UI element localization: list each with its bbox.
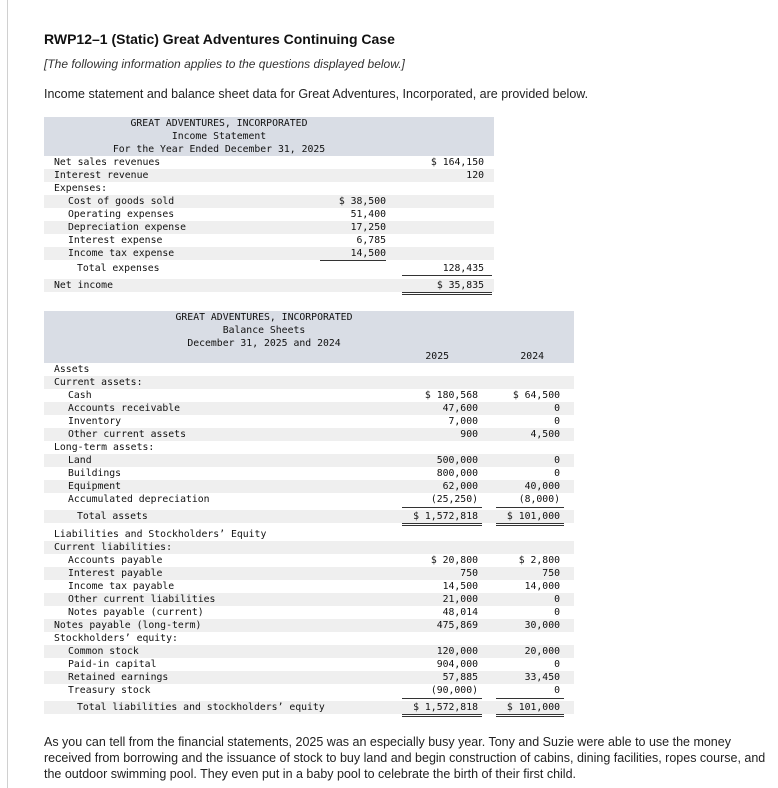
bs-liability-row: Other current liabilities 21,000 0: [44, 593, 574, 606]
is-expense-row: Operating expenses 51,400: [68, 209, 386, 220]
bs-notes-long-term-row: Notes payable (long-term) 475,869 30,000: [44, 619, 574, 632]
bs-asset-row: Accumulated depreciation (25,250) (8,000): [68, 494, 560, 505]
income-statement-header: [44, 117, 494, 156]
bs-long-term-heading: Long-term assets:: [54, 442, 155, 453]
bs-equity-row: Paid-in capital 904,000 0: [68, 659, 560, 670]
is-expense-row: Cost of goods sold $ 38,500: [44, 195, 494, 208]
bs-equity-row: Treasury stock (90,000) 0: [68, 685, 560, 696]
closing-paragraph: As you can tell from the financial statements, 2025 was an especially busy year. Tony and Suzie were able to use the money received from borrowing and the issuance of stock to buy land and begin construction of cabins, dining facilities, ropes course, and the outdoor swimming pool. They even put in a baby pool to celebrate the birth of their first child.: [44, 735, 766, 781]
bs-equity-heading: Stockholders’ equity:: [54, 633, 178, 644]
bs-le-underline-2025: [402, 698, 482, 699]
bs-liability-row: Notes payable (current) 48,014 0: [68, 607, 560, 618]
is-subtotal-underline: [320, 260, 386, 261]
is-net-income-row: Net income $ 35,835: [44, 279, 494, 292]
bs-assets-double-underline-2024: [496, 523, 564, 526]
intro-text: Income statement and balance sheet data for Great Adventures, Incorporated, are provided below.: [44, 87, 589, 101]
bs-asset-row: Equipment 62,000 40,000: [44, 480, 574, 493]
bs-current-liab-heading: Current liabilities:: [44, 541, 574, 554]
instructions-note: [The following information applies to the questions displayed below.]: [44, 57, 405, 71]
is-total-expenses-row: Total expenses 128,435: [77, 263, 484, 274]
bs-col-2024: 2024: [520, 351, 544, 362]
bs-liability-row: Income tax payable 14,500 14,000: [68, 581, 560, 592]
is-expenses-heading: Expenses:: [54, 183, 108, 194]
bs-equity-row: Retained earnings 57,885 33,450: [44, 671, 574, 684]
bs-period: December 31, 2025 and 2024: [187, 338, 341, 349]
is-net-sales-row: Net sales revenues $ 164,150: [54, 157, 484, 168]
bs-asset-row: Accounts receivable 47,600 0: [44, 402, 574, 415]
is-company-name: GREAT ADVENTURES, INCORPORATED: [130, 118, 308, 129]
is-expense-row: Depreciation expense 17,250: [44, 221, 494, 234]
bs-liability-row: Interest payable 750 750: [44, 567, 574, 580]
bs-le-double-underline-2024: [496, 714, 564, 717]
bs-statement-name: Balance Sheets: [222, 325, 306, 336]
page-title: RWP12–1 (Static) Great Adventures Continuing Case: [44, 31, 395, 47]
bs-total-assets-row: Total assets $ 1,572,818 $ 101,000: [44, 510, 574, 523]
bs-assets-underline-2024: [496, 507, 564, 508]
bs-asset-row: Buildings 800,000 0: [68, 468, 560, 479]
bs-assets-heading: Assets: [54, 364, 90, 375]
bs-asset-row: Land 500,000 0: [44, 454, 574, 467]
bs-le-double-underline-2025: [402, 714, 482, 717]
bs-company-name: GREAT ADVENTURES, INCORPORATED: [175, 312, 353, 323]
bs-liability-row: Accounts payable $ 20,800 $ 2,800: [68, 555, 560, 566]
is-expense-row: Interest expense 6,785: [68, 235, 386, 246]
bs-equity-row: Common stock 120,000 20,000: [44, 645, 574, 658]
bs-asset-row: Inventory 7,000 0: [68, 416, 560, 427]
is-interest-revenue-row: Interest revenue 120: [44, 169, 494, 182]
is-net-income-double-underline: [402, 292, 492, 295]
is-statement-name: Income Statement: [171, 131, 267, 142]
bs-current-assets-heading: Current assets:: [44, 376, 574, 389]
bs-assets-double-underline-2025: [402, 523, 482, 526]
bs-assets-underline-2025: [402, 507, 482, 508]
is-expense-row: Income tax expense 14,500: [44, 247, 494, 260]
bs-col-2025: 2025: [425, 351, 449, 362]
is-total-underline: [402, 275, 492, 276]
bs-le-underline-2024: [496, 698, 564, 699]
is-period: For the Year Ended December 31, 2025: [112, 144, 326, 155]
bs-total-le-row: Total liabilities and stockholders’ equity $ 1,572,818 $ 101,000: [44, 701, 574, 714]
bs-asset-row: Cash $ 180,568 $ 64,500: [68, 390, 560, 401]
left-border: [7, 0, 8, 788]
bs-liab-equity-heading: Liabilities and Stockholders’ Equity: [54, 529, 267, 540]
bs-asset-row: Other current assets 900 4,500: [44, 428, 574, 441]
balance-sheet-header: [44, 311, 574, 363]
